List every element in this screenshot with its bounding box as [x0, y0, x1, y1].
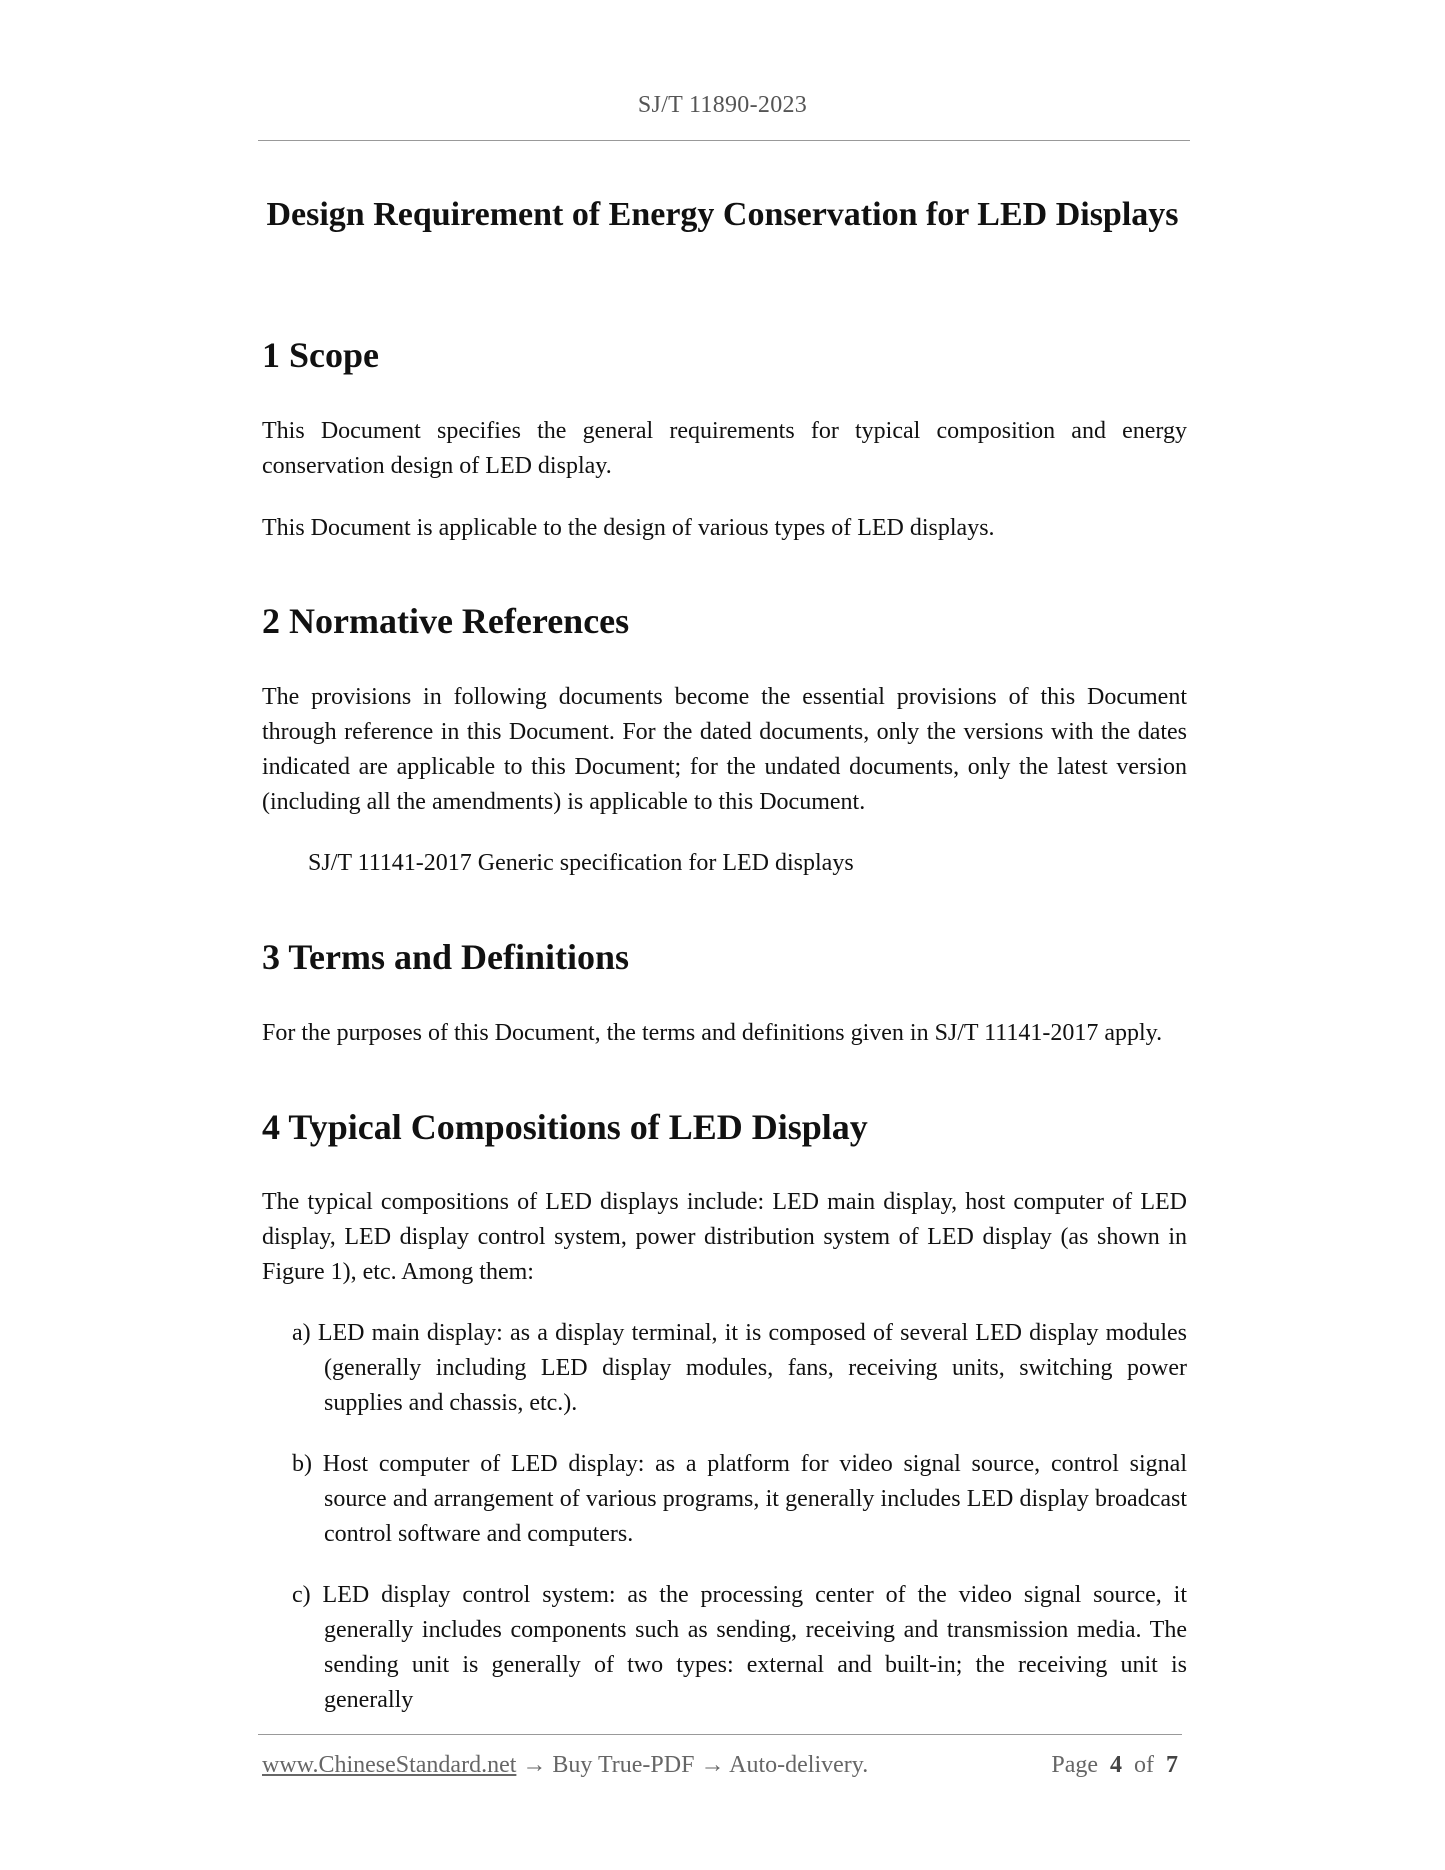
arrow-right-icon: → [522, 1752, 547, 1778]
scope-paragraph-2 [262, 511, 1187, 546]
paragraph-text: The provisions in following documents become the essential provisions of this Document through reference in this Document. For the dated documents, only the versions with the dates indicated are applicable to this Document; for the undated documents, only the latest version (including all the amendments) is applicable to this Document. [262, 684, 1187, 815]
page-of-label: of [1134, 1752, 1154, 1778]
total-pages: 7 [1166, 1752, 1178, 1778]
buy-true-pdf-text: Buy True-PDF [552, 1752, 695, 1778]
normative-reference-entry [262, 846, 1187, 881]
paragraph-text: This Document is applicable to the design of various types of LED displays. [262, 515, 995, 541]
compositions-paragraph [262, 1185, 1187, 1290]
page-label: Page [1051, 1752, 1098, 1778]
paragraph-text: The typical compositions of LED displays include: LED main display, host computer of LED display, LED display control system, power distribution system of LED display (as shown in Figure 1), etc. Among them: [262, 1189, 1187, 1285]
terms-paragraph [262, 1016, 1187, 1051]
footer-divider [258, 1734, 1182, 1735]
arrow-right-icon: → [700, 1752, 725, 1778]
paragraph-text: This Document specifies the general requirements for typical composition and energy conservation design of LED display. [262, 418, 1187, 479]
section-heading-typical-compositions: 4 Typical Compositions of LED Display [262, 1107, 868, 1147]
normative-paragraph [262, 680, 1187, 820]
section-heading-normative-references: 2 Normative References [262, 601, 630, 641]
standard-code-header: SJ/T 11890-2023 [637, 92, 808, 118]
list-item-a: a) LED main display: as a display terminal, it is composed of several LED display modules (generally including LED display modules, fans, receiving units, switching power supplies and chassis, etc.). [292, 1320, 1187, 1416]
page-number [1051, 1752, 1178, 1779]
list-item-c: c) LED display control system: as the processing center of the video signal source, it generally includes components such as sending, receiving and transmission media. The sending unit is generally of two types: external and built-in; the receiving unit is generally [292, 1582, 1187, 1713]
current-page: 4 [1110, 1752, 1122, 1778]
scope-paragraph-1 [262, 414, 1187, 484]
section-heading-terms-definitions: 3 Terms and Definitions [262, 937, 630, 977]
paragraph-text: For the purposes of this Document, the terms and definitions given in SJ/T 11141-2017 apply. [262, 1020, 1163, 1046]
document-title: Design Requirement of Energy Conservation for LED Displays [266, 196, 1179, 233]
header-divider [258, 140, 1190, 141]
page-footer [262, 1752, 1182, 1779]
list-item-b: b) Host computer of LED display: as a platform for video signal source, control signal source and arrangement of various programs, it generally includes LED display broadcast control software and computers. [292, 1451, 1187, 1547]
auto-delivery-text: Auto-delivery. [729, 1752, 869, 1778]
section-heading-scope: 1 Scope [262, 335, 379, 375]
reference-text: SJ/T 11141-2017 Generic specification for LED displays [308, 850, 854, 876]
site-link[interactable]: www.ChineseStandard.net [262, 1752, 517, 1778]
